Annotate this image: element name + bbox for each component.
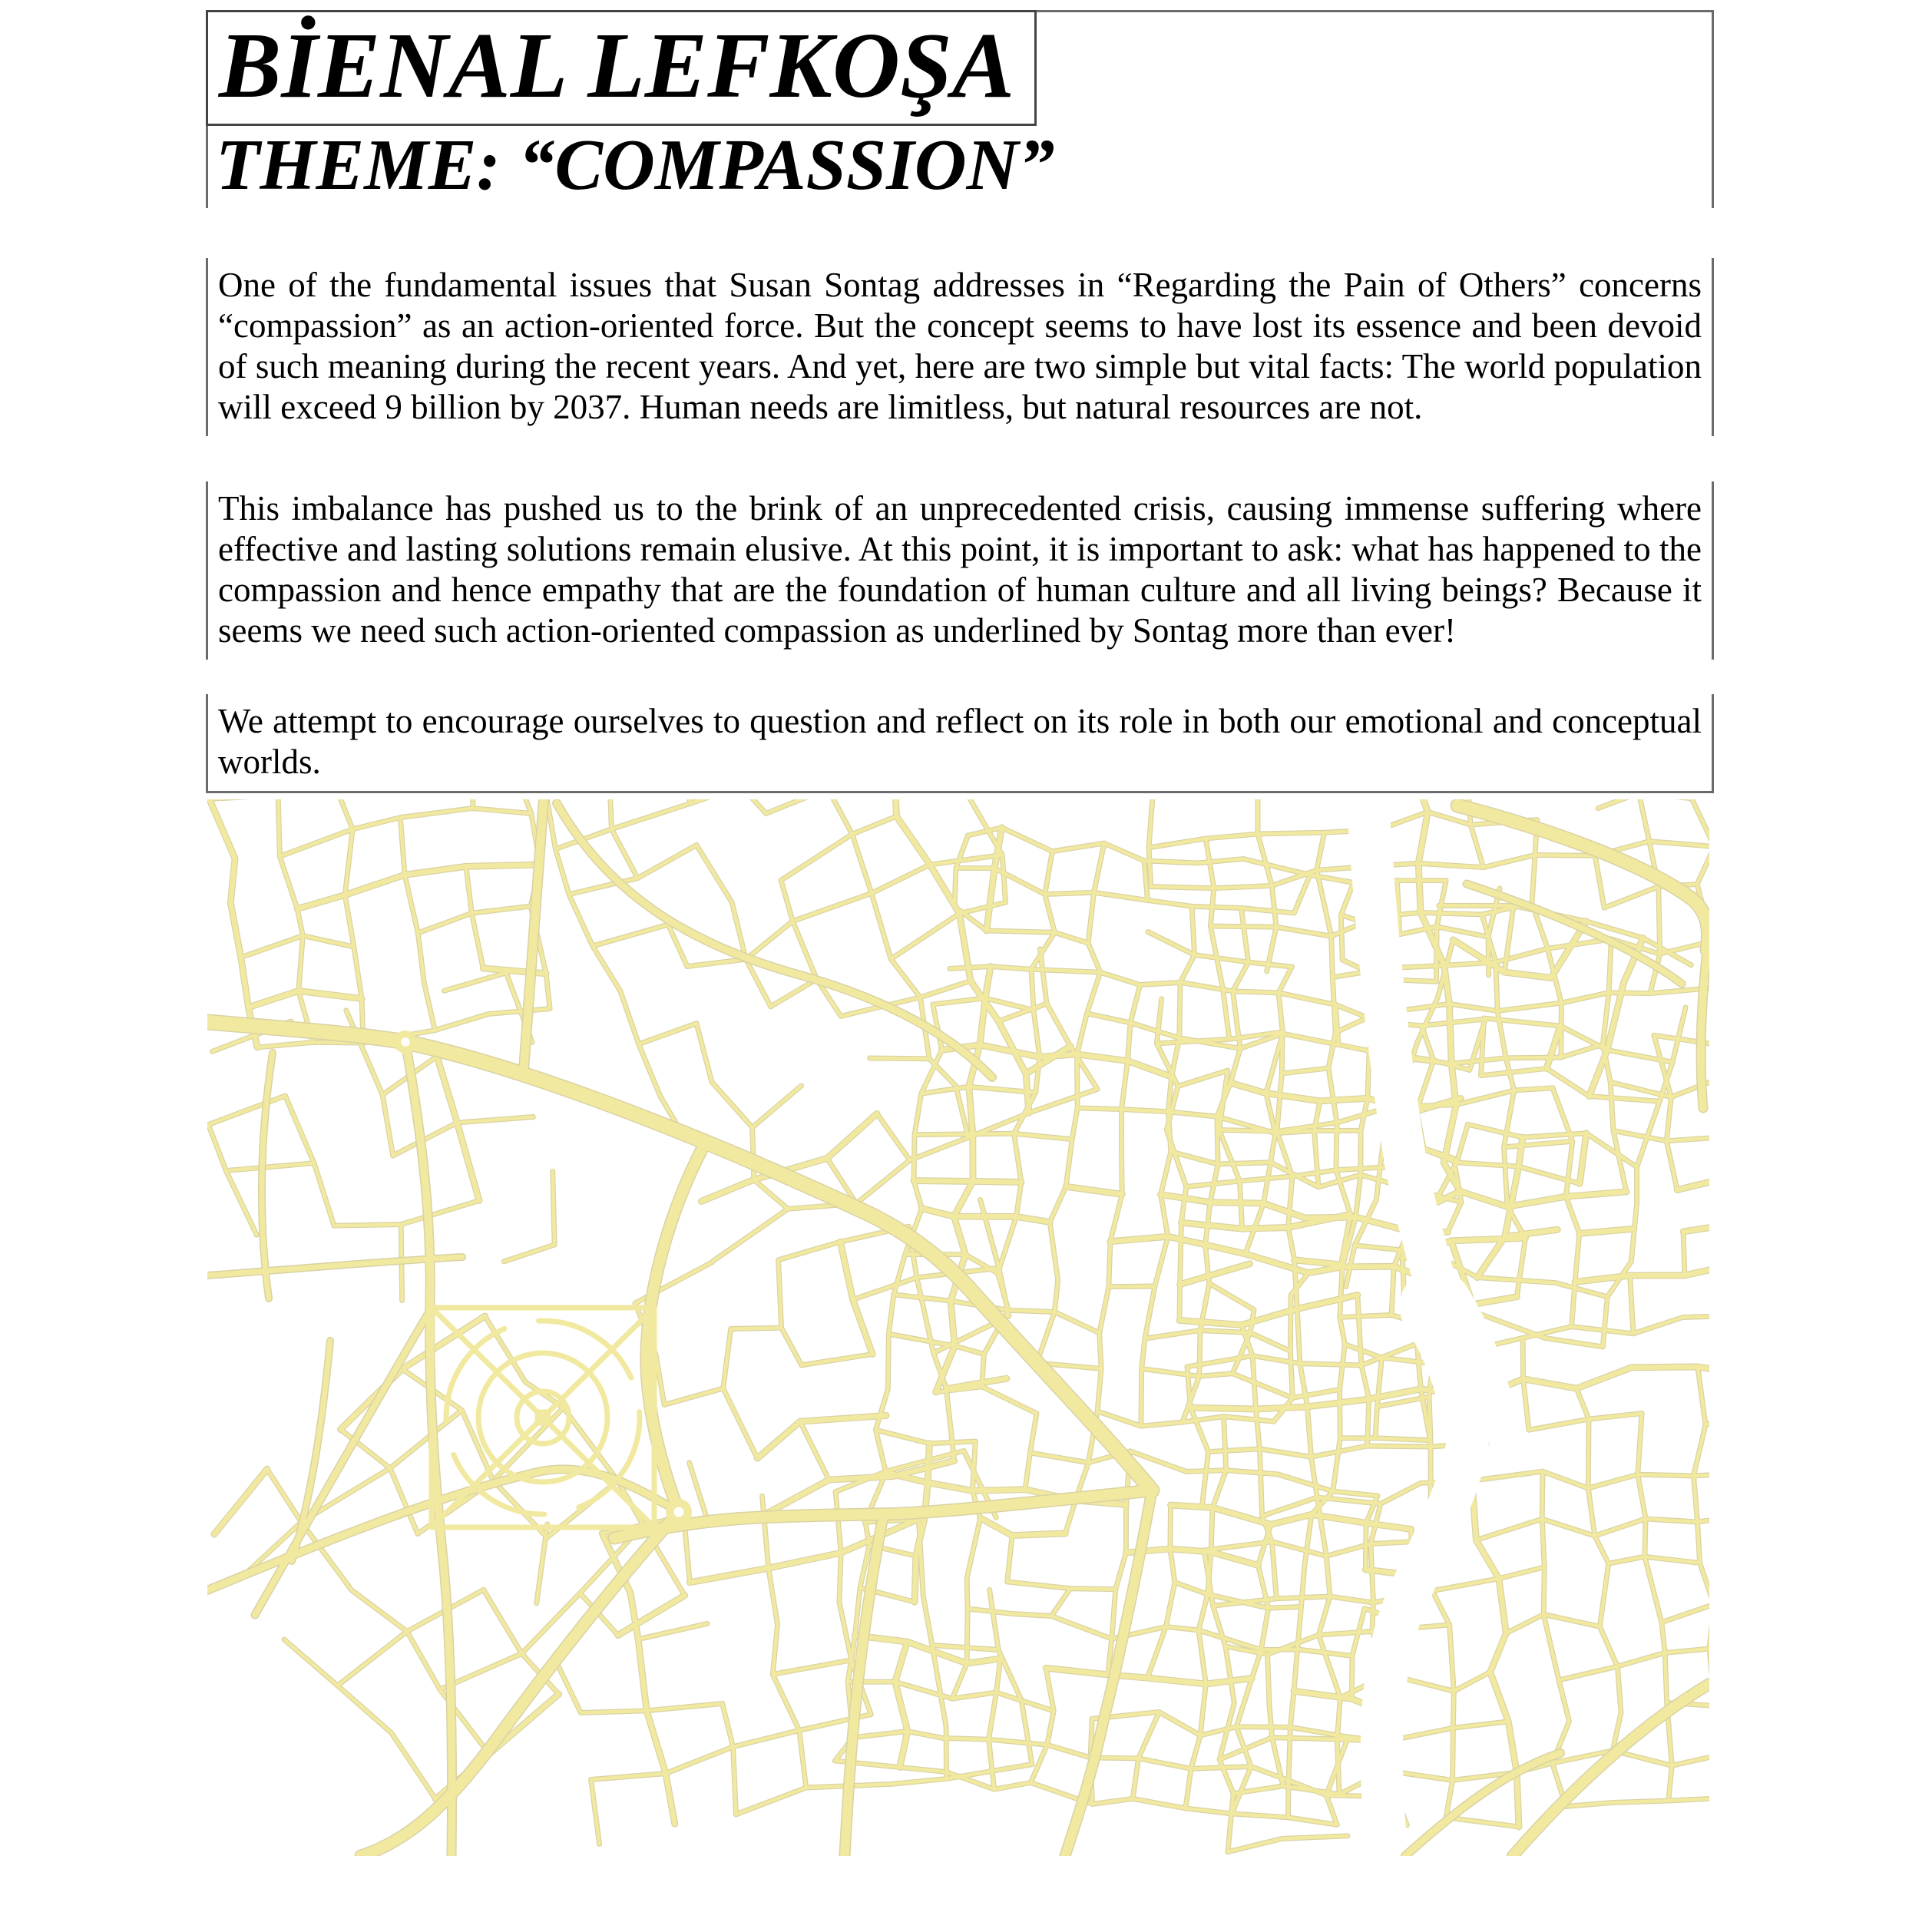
paragraph-3: We attempt to encourage ourselves to question and reflect on its role in both our emotional and conceptual worlds. xyxy=(206,694,1714,793)
city-map-image xyxy=(207,799,1709,1856)
paragraph-2: This imbalance has pushed us to the brink of an unprecedented crisis, causing immense suffering where effective and lasting solutions remain elusive. At this point, it is important to ask: what has happened to the compassion and hence empathy that are the foundation of human culture and all living beings? Because it seems we need such action-oriented compassion as underlined by Sontag more than ever! xyxy=(206,481,1714,660)
theme-heading: THEME: “COMPASSION” xyxy=(216,124,1055,205)
document-content xyxy=(206,10,1714,1856)
city-map-svg xyxy=(207,799,1709,1856)
header-section xyxy=(206,10,1714,208)
page-title: BİENAL LEFKOŞA xyxy=(206,10,1037,126)
paragraph-1: One of the fundamental issues that Susan Sontag addresses in “Regarding the Pain of Others” concerns “compassion” as an action-oriented force. But the concept seems to have lost its essence and been devoid of such meaning during the recent years. And yet, here are two simple but vital facts: The world population will exceed 9 billion by 2037. Human needs are limitless, but natural resources are not. xyxy=(206,258,1714,436)
